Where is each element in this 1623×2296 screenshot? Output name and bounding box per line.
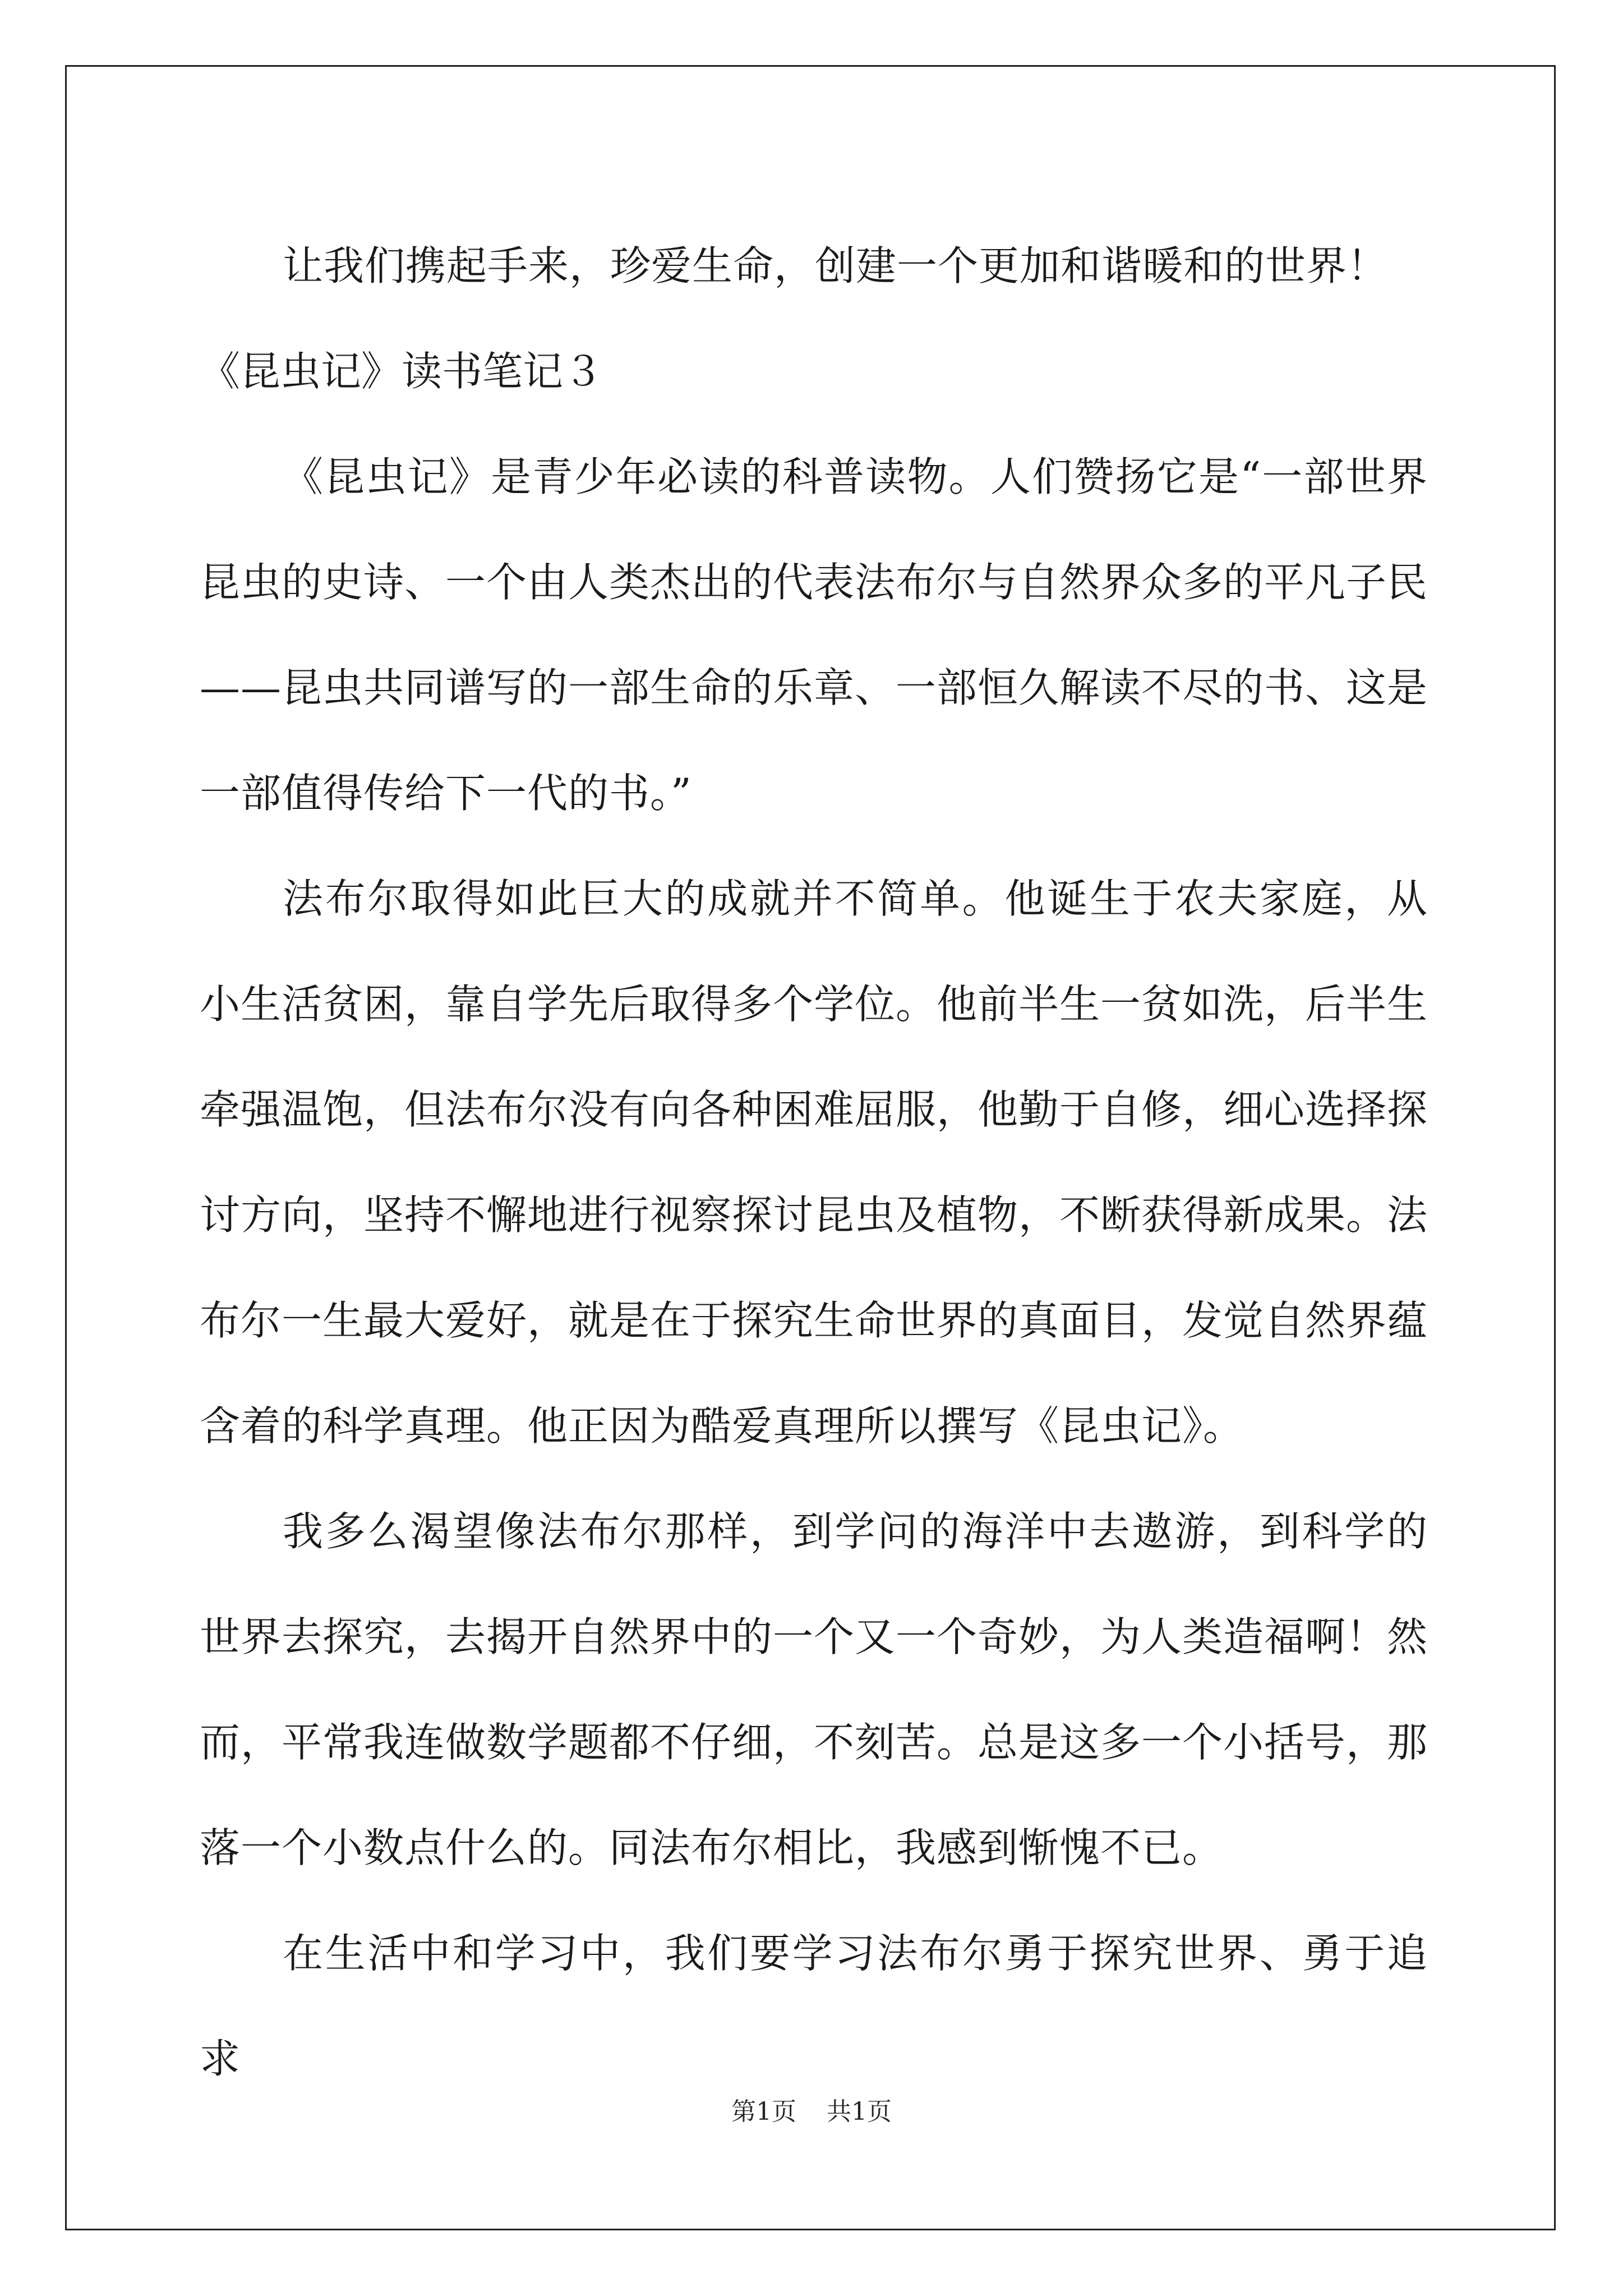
section-heading: 《昆虫记》读书笔记３ bbox=[200, 348, 604, 395]
document-body bbox=[200, 213, 1428, 2111]
page-total: 共1页 bbox=[827, 2097, 892, 2126]
page-number: 第1页 bbox=[731, 2097, 796, 2126]
paragraph-fabre-achievement: 法布尔取得如此巨大的成就并不简单。他诞生于农夫家庭，从小生活贫困，靠自学先后取得多个学位。他前半生一贫如洗，后半生牵强温饱，但法布尔没有向各种困难屈服，他勤于自修，细心选择探讨方向，坚持不懈地进行视察探讨昆虫及植物，不断获得新成果。法布尔一生最大爱好，就是在于探究生命世界的真面目，发觉自然界蕴含着的科学真理。他正因为酷爱真理所以撰写《昆虫记》。 bbox=[200, 875, 1428, 1450]
paragraph-conclusion: 在生活中和学习中，我们要学习法布尔勇于探究世界、勇于追求 bbox=[200, 1930, 1428, 2082]
paragraph-closing-line: 让我们携起手来，珍爱生命，创建一个更加和谐暖和的世界！ bbox=[283, 242, 1389, 289]
page-footer bbox=[0, 2091, 1623, 2127]
paragraph-intro: 《昆虫记》是青少年必读的科普读物。人们赞扬它是“一部世界昆虫的史诗、一个由人类杰出的代表法布尔与自然界众多的平凡子民——昆虫共同谱写的一部生命的乐章、一部恒久解读不尽的书、这是一部值得传给下一代的书。” bbox=[200, 453, 1428, 817]
paragraph-reflection: 我多么渴望像法布尔那样，到学问的海洋中去遨游，到科学的世界去探究，去揭开自然界中的一个又一个奇妙，为人类造福啊！然而，平常我连做数学题都不仔细，不刻苦。总是这多一个小括号，那落一个小数点什么的。同法布尔相比，我感到惭愧不已。 bbox=[200, 1508, 1428, 1871]
